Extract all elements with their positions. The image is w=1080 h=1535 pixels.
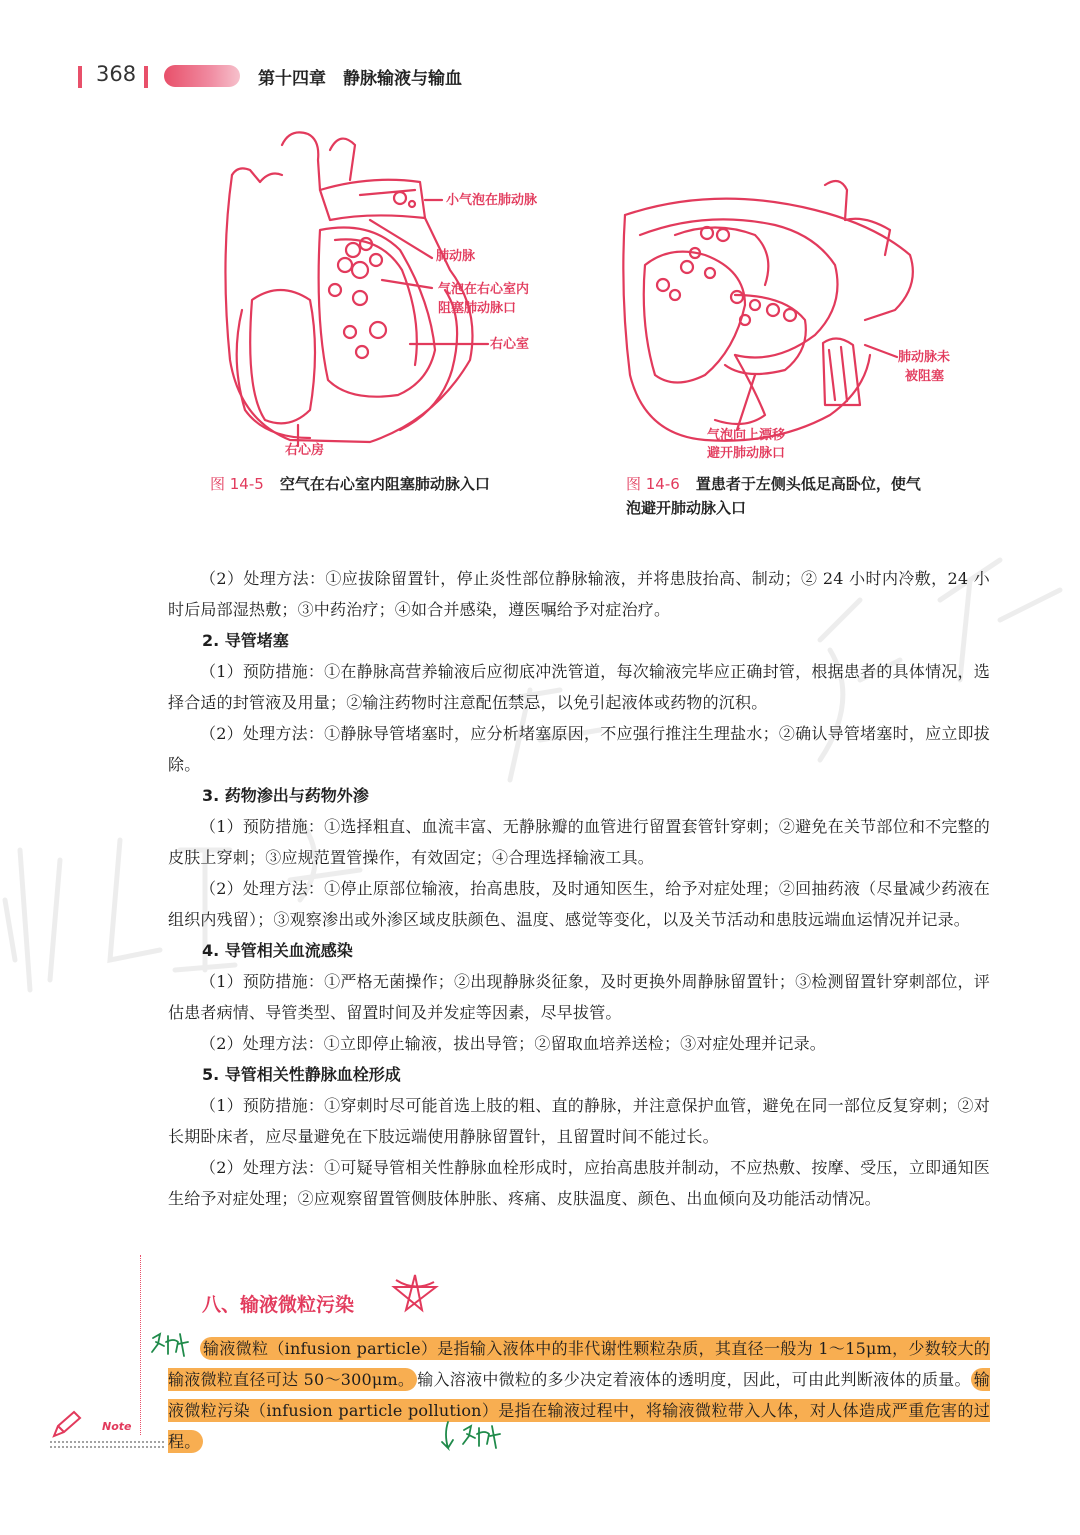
heading-5: 5. 导管相关性静脉血栓形成 [202, 1065, 401, 1084]
caption-14-6-text-1: 置患者于左侧头低足高卧位，使气 [695, 475, 921, 493]
paragraph-9: （2）处理方法：①可疑导管相关性静脉血栓形成时，应抬高患肢并制动，不应热敷、按摩、受压，立即通知医生给予对症处理；②应观察留置管侧肢体肿胀、疼痛、皮肤温度、颜色、出血倾向及功能活动情况。 [168, 1158, 990, 1208]
paragraph-4: （1）预防措施：①选择粗直、血流丰富、无静脉瓣的血管进行留置套管针穿刺；②避免在关节部位和不完整的皮肤上穿刺；③应规范置管操作，有效固定；④合理选择输液工具。 [168, 817, 990, 867]
heading-4: 4. 导管相关血流感染 [202, 941, 353, 960]
figure-14-5 [170, 120, 590, 470]
label-bubble-float-1: 气泡向上漂移 [707, 428, 786, 443]
heart-diagram-right [615, 175, 995, 465]
highlight-definition-2: 输液微粒污染（infusion particle pollution）是指在输液过程中，将输液微粒带入人体，对人体造成严重危害的过程。 [168, 1370, 990, 1451]
handwritten-mark-bottom [438, 1420, 508, 1456]
header-decoration [164, 65, 240, 87]
star-icon [388, 1272, 442, 1316]
label-bubble-artery: 小气泡在肺动脉 [446, 193, 538, 208]
caption-14-5-number: 图 14-5 [210, 475, 264, 493]
label-pulmonary-artery: 肺动脉 [436, 249, 476, 264]
paragraph-6: （1）预防措施：①严格无菌操作；②出现静脉炎征象，及时更换外周静脉留置针；③检测留置针穿刺部位，评估患者病情、导管类型、留置时间及并发症等因素，尽早拔管。 [168, 972, 990, 1022]
paragraph-3: （2）处理方法：①静脉导管堵塞时，应分析堵塞原因，不应强行推注生理盐水；②确认导管堵塞时，应立即拔除。 [168, 724, 990, 774]
section-text [168, 1333, 990, 1457]
paragraph-7: （2）处理方法：①立即停止输液，拔出导管；②留取血培养送检；③对症处理并记录。 [200, 1034, 826, 1053]
heading-3: 3. 药物渗出与药物外渗 [202, 786, 369, 805]
margin-note [48, 1408, 168, 1448]
header-bar-right [144, 66, 148, 88]
label-right-ventricle: 右心室 [490, 337, 530, 352]
label-right-atrium: 右心房 [285, 443, 325, 458]
caption-14-5 [210, 472, 590, 496]
pencil-icon [48, 1408, 84, 1442]
heading-2: 2. 导管堵塞 [202, 631, 289, 650]
paragraph-8: （1）预防措施：①穿刺时尽可能首选上肢的粗、直的静脉，并注意保护血管，避免在同一部位反复穿刺；②对长期卧床者，应尽量避免在下肢远端使用静脉留置针，且留置时间不能过长。 [168, 1096, 990, 1146]
caption-14-6 [626, 472, 1006, 520]
label-bubble-float-2: 避开肺动脉口 [707, 446, 786, 461]
page-number: 368 [96, 62, 137, 86]
page-header [78, 62, 678, 90]
label-bubble-ventricle-1: 气泡在右心室内 [438, 282, 530, 297]
paragraph-5: （2）处理方法：①停止原部位输液，抬高患肢，及时通知医生，给予对症处理；②回抽药液（尽量减少药液在组织内残留）；③观察渗出或外渗区域皮肤颜色、温度、感觉等变化，以及关节活动和患肢远端血运情况并记录。 [168, 879, 990, 929]
figure-14-6 [615, 175, 995, 465]
main-text [168, 563, 990, 1214]
label-artery-unblocked-2: 被阻塞 [905, 369, 945, 384]
caption-14-5-text: 空气在右心室内阻塞肺动脉入口 [279, 475, 490, 493]
handwritten-mark-left [150, 1330, 190, 1360]
section-paragraph-1-rest: 输入溶液中微粒的多少决定着液体的透明度，因此，可由此判断液体的质量。 [417, 1370, 971, 1389]
caption-14-6-text-2: 泡避开肺动脉入口 [626, 499, 747, 517]
section-paragraph-1 [168, 1333, 990, 1457]
section-heading: 八、输液微粒污染 [202, 1294, 355, 1316]
paragraph-2: （1）预防措施：①在静脉高营养输液后应彻底冲洗管道，每次输液完毕应正确封管，根据患者的具体情况，选择合适的封管液及用量；②输注药物时注意配伍禁忌，以免引起液体或药物的沉积。 [168, 662, 990, 712]
caption-14-6-number: 图 14-6 [626, 475, 680, 493]
label-artery-unblocked-1: 肺动脉未 [898, 350, 951, 365]
label-bubble-ventricle-2: 阻塞肺动脉口 [438, 301, 517, 316]
paragraph-1: （2）处理方法：①应拔除留置针，停止炎性部位静脉输液，并将患肢抬高、制动；② 24 小时内冷敷，24 小时后局部湿热敷；③中药治疗；④如合并感染，遵医嘱给予对症治疗。 [168, 569, 990, 619]
note-label: Note [102, 1420, 132, 1433]
chapter-title: 第十四章 静脉输液与输血 [258, 69, 462, 89]
header-bar-left [78, 66, 82, 88]
highlight-definition-1: 输液微粒（infusion particle）是指输入液体中的非代谢性颗粒杂质，其直径一般为 1～15μm，少数较大的输液微粒直径可达 50～300μm。 [168, 1339, 990, 1389]
note-underline [48, 1438, 168, 1450]
